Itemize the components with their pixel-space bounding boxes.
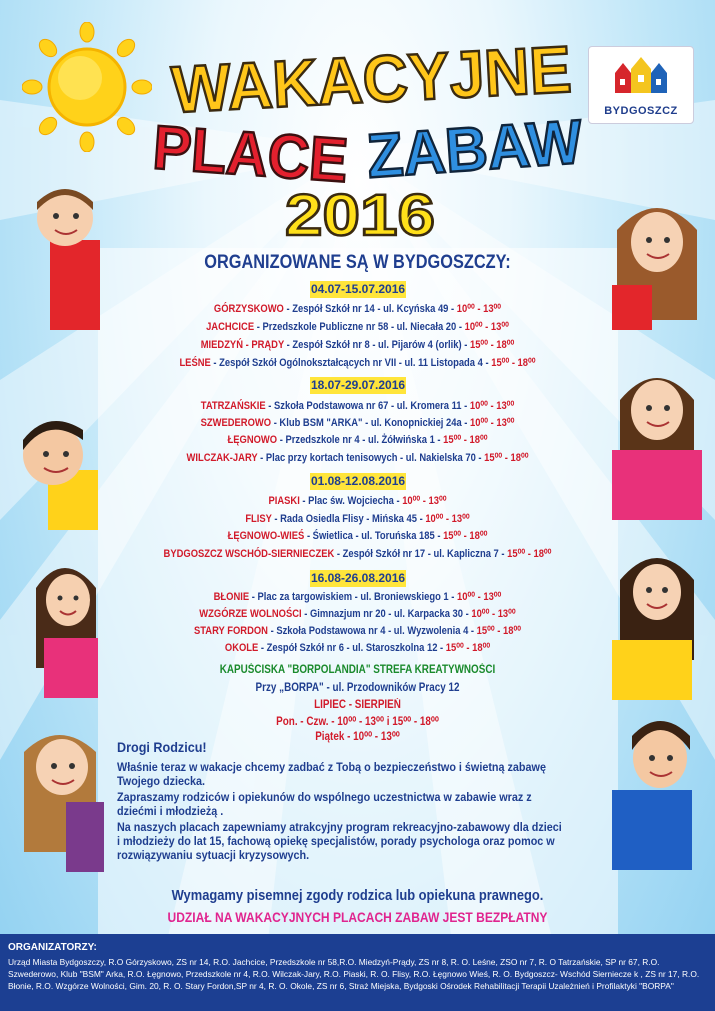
time-range: 15⁰⁰ - 18⁰⁰ xyxy=(476,625,521,637)
schedule-line xyxy=(141,399,574,412)
location-name: FLISY xyxy=(245,513,272,525)
organizers-label: ORGANIZATORZY: xyxy=(8,942,97,953)
location-detail: - Plac św. Wojciecha - xyxy=(299,495,403,507)
location-name: LEŚNE xyxy=(179,357,211,369)
location-detail: - Przedszkole Publiczne nr 58 - ul. Niecała 20 - xyxy=(254,321,465,333)
title-year: 2016 xyxy=(285,183,435,248)
location-name: OKOLE xyxy=(224,642,259,654)
schedule-line xyxy=(141,624,574,637)
location-detail: - Szkoła Podstawowa nr 67 - ul. Kromera 11 - xyxy=(265,400,470,412)
time-range: 10⁰⁰ - 13⁰⁰ xyxy=(402,495,447,507)
time-range: 15⁰⁰ - 18⁰⁰ xyxy=(445,642,491,654)
location-detail: - Gimnazjum nr 20 - ul. Karpacka 30 - xyxy=(301,608,472,620)
location-name: WZGÓRZE WOLNOŚCI xyxy=(199,608,302,620)
time-range: 10⁰⁰ - 13⁰⁰ xyxy=(464,321,509,333)
location-name: GÓRZYSKOWO xyxy=(213,303,284,315)
free-participation-note: UDZIAŁ NA WAKACYJNYCH PLACACH ZABAW JEST BEZPŁATNY xyxy=(167,909,548,925)
schedule-line xyxy=(141,547,574,560)
section-date: 04.07-15.07.2016 xyxy=(310,282,406,296)
time-range: 15⁰⁰ - 18⁰⁰ xyxy=(484,452,529,464)
letter-paragraph: Na naszych placach zapewniamy atrakcyjny program rekreacyjno-zabawowy dla dzieci i młodzieży do lat 15, fachową opiekę specjalistów, porady psychologa oraz pomoc w rozwiązywaniu sytuacji kryzysowych. xyxy=(117,820,562,862)
child-photo xyxy=(20,180,100,330)
letter-paragraph: Zapraszamy rodziców i opiekunów do wspólnego uczestnictwa w zabawie wraz z dziećmi i młodzieżą . xyxy=(117,790,532,818)
child-photo xyxy=(612,710,702,870)
location-detail: - Świetlica - ul. Toruńska 185 - xyxy=(304,530,444,542)
schedule-line xyxy=(141,494,574,507)
location-detail: - Przedszkole nr 4 - ul. Żółwińska 1 - xyxy=(277,434,444,446)
poster-title xyxy=(140,30,610,255)
title-line1: WAKACYJNE xyxy=(169,30,595,127)
location-name: ŁĘGNOWO xyxy=(227,434,278,446)
time-range: 15⁰⁰ - 18⁰⁰ xyxy=(443,530,488,542)
child-photo xyxy=(34,548,98,698)
schedule-line xyxy=(141,338,574,351)
schedule-line xyxy=(141,641,574,654)
location-detail: - Szkoła Podstawowa nr 4 - ul. Wyzwolenia 4 - xyxy=(267,625,477,637)
consent-requirement: Wymagamy pisemnej zgody rodzica lub opiekuna prawnego. xyxy=(171,887,544,904)
location-name: TATRZAŃSKIE xyxy=(200,400,266,412)
location-detail: - Zespół Szkół nr 6 - ul. Staroszkolna 12 - xyxy=(258,642,446,654)
time-range: 10⁰⁰ - 13⁰⁰ xyxy=(425,513,470,525)
time-range: 10⁰⁰ - 13⁰⁰ xyxy=(457,591,502,603)
location-name: ŁĘGNOWO-WIEŚ xyxy=(227,530,305,542)
location-name: BYDGOSZCZ WSCHÓD-SIERNIECZEK xyxy=(163,548,335,560)
time-range: 10⁰⁰ - 13⁰⁰ xyxy=(469,400,515,412)
schedule-line xyxy=(141,590,574,603)
location-name: WILCZAK-JARY xyxy=(186,452,258,464)
special-address: Przy „BORPA" - ul. Przodowników Pracy 12 xyxy=(255,682,460,694)
schedule-line xyxy=(141,302,574,315)
special-hours-friday: Piątek - 10⁰⁰ - 13⁰⁰ xyxy=(315,731,400,743)
special-heading: KAPUŚCISKA "BORPOLANDIA" STREFA KREATYWNOŚCI xyxy=(219,664,496,676)
special-months: LIPIEC - SIERPIEŃ xyxy=(314,699,401,711)
sun-icon xyxy=(22,22,152,152)
city-houses-icon xyxy=(613,55,669,95)
child-photo xyxy=(8,410,98,530)
location-detail: - Plac przy kortach tenisowych - ul. Nakielska 70 - xyxy=(257,452,485,464)
child-photo xyxy=(612,360,702,520)
location-name: STARY FORDON xyxy=(193,625,268,637)
time-range: 10⁰⁰ - 13⁰⁰ xyxy=(456,303,502,315)
schedule-line xyxy=(141,512,574,525)
location-detail: - Zespół Szkół nr 17 - ul. Kapliczna 7 - xyxy=(334,548,508,560)
location-name: MIEDZYŃ - PRĄDY xyxy=(200,339,285,351)
section-date: 01.08-12.08.2016 xyxy=(310,474,406,488)
schedule-line xyxy=(141,433,574,446)
letter-greeting: Drogi Rodzicu! xyxy=(117,739,207,755)
organizers-list: Urząd Miasta Bydgoszczy, R.O Górzyskowo, ZS nr 14, R.O. Jachcice, Przedszkole nr 58,R.O. Miedzyń-Prądy, ZS nr 8, R. O. Leśne, ZSO nr 7, R. O Tatrzańskie, SP nr 67, R.O. Szwederowo, Klub "BSM" Arka, R.O. Łęgnowo, Przedszkole nr 4, R.O. Wilczak-Jary, R.O. Piaski, R. O. Flisy, R.O. Łęgnowo Wieś, R. O. Bydgoszcz- Wschód Sierniecze k , ZS nr 17, R.O. Błonie, R.O. Wzgórze Wolności, Gim. 20, R. O. Stary Fordon,SP nr 4, R. O. Okole, ZS nr 6, Straż Miejska, Bydgoski Ośrodek Rehabilitacji Terapii Uzależnień i Profilaktyki "BORPA" xyxy=(8,957,700,991)
schedule-line xyxy=(141,529,574,542)
title-line2-right: ZABAW xyxy=(364,106,597,192)
time-range: 15⁰⁰ - 18⁰⁰ xyxy=(491,357,536,369)
location-name: BŁONIE xyxy=(213,591,250,603)
child-photo xyxy=(612,540,702,700)
schedule-line xyxy=(141,356,574,369)
location-name: JACHCICE xyxy=(206,321,255,333)
letter-paragraph: Właśnie teraz w wakacje chcemy zadbać z Tobą o bezpieczeństwo i świetną zabawę Twojego dziecka. xyxy=(117,760,546,788)
schedule-line xyxy=(141,320,574,333)
child-photo xyxy=(612,190,702,330)
schedule-line xyxy=(141,416,574,429)
special-hours-weekday: Pon. - Czw. - 10⁰⁰ - 13⁰⁰ i 15⁰⁰ - 18⁰⁰ xyxy=(276,716,439,728)
location-detail: - Zespół Szkół Ogólnokształcących nr VII - ul. 11 Listopada 4 - xyxy=(210,357,492,369)
child-photo xyxy=(14,722,104,872)
time-range: 10⁰⁰ - 13⁰⁰ xyxy=(470,417,515,429)
location-name: PIASKI xyxy=(268,495,300,507)
location-detail: - Plac za targowiskiem - ul. Broniewskiego 1 - xyxy=(249,591,458,603)
time-range: 10⁰⁰ - 13⁰⁰ xyxy=(471,608,516,620)
time-range: 15⁰⁰ - 18⁰⁰ xyxy=(469,339,515,351)
location-detail: - Klub BSM "ARKA" - ul. Konopnickiej 24a - xyxy=(271,417,471,429)
time-range: 15⁰⁰ - 18⁰⁰ xyxy=(443,434,488,446)
parent-letter xyxy=(117,740,563,864)
logo-text: BYDGOSZCZ xyxy=(604,105,678,117)
organizers-footer xyxy=(0,934,715,1011)
location-detail: - Zespół Szkół nr 14 - ul. Kcyńska 49 - xyxy=(283,303,457,315)
location-detail: - Zespół Szkół nr 8 - ul. Pijarów 4 (orlik) - xyxy=(284,339,470,351)
schedule-line xyxy=(141,451,574,464)
title-line2-left: PLACE xyxy=(150,113,366,197)
subtitle: ORGANIZOWANE SĄ W BYDGOSZCZY: xyxy=(204,252,511,273)
location-detail: - Rada Osiedla Flisy - Mińska 45 - xyxy=(271,513,426,525)
schedule-line xyxy=(141,607,574,620)
location-name: SZWEDEROWO xyxy=(200,417,272,429)
section-date: 18.07-29.07.2016 xyxy=(310,378,406,392)
time-range: 15⁰⁰ - 18⁰⁰ xyxy=(507,548,552,560)
section-date: 16.08-26.08.2016 xyxy=(310,571,406,585)
